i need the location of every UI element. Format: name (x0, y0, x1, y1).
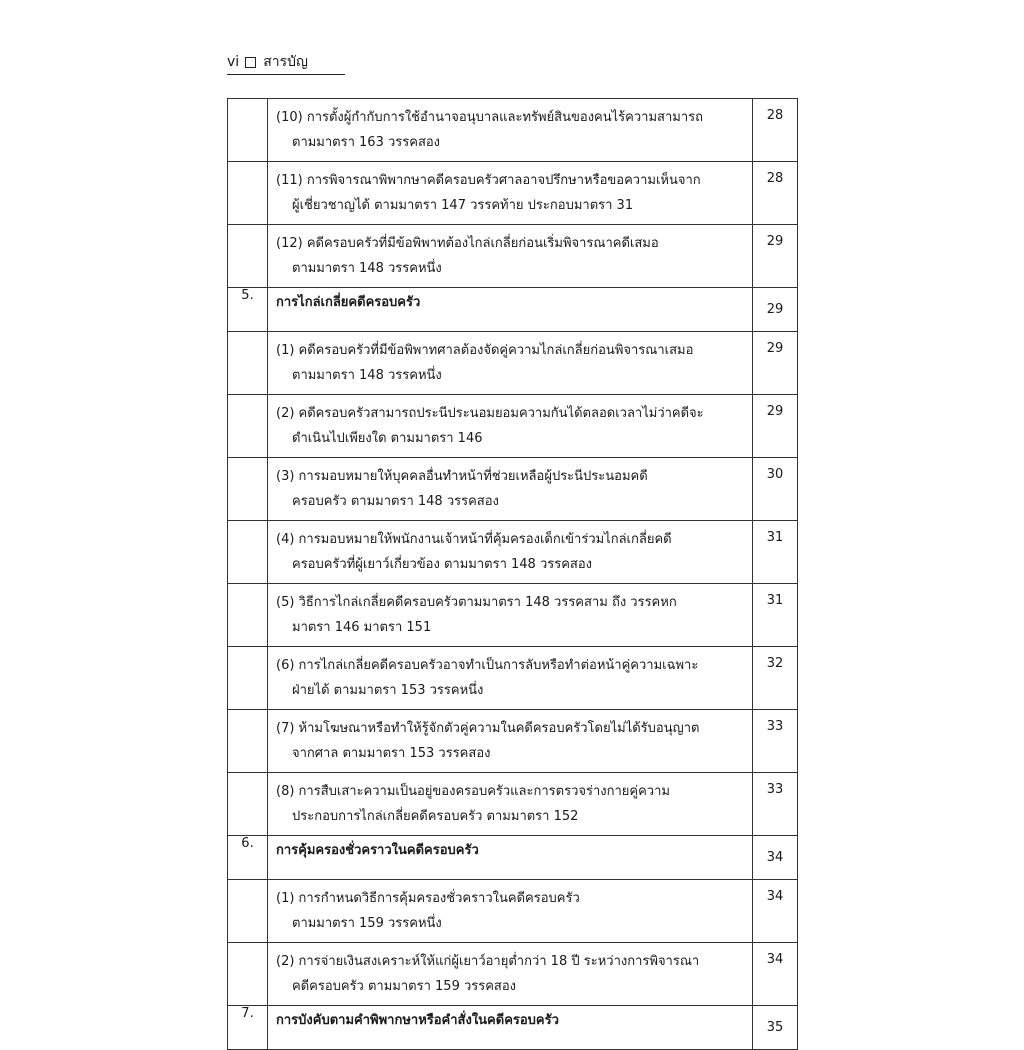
section-cell (268, 1006, 753, 1050)
entry-text-line1: (5) วิธีการไกล่เกลี่ยคดีครอบครัวตามมาตรา 148 วรรคสาม ถึง วรรคหก (276, 595, 677, 610)
entry-cell (268, 225, 753, 288)
page-number: 35 (753, 1006, 798, 1050)
toc-entry-row (228, 99, 798, 162)
entry-text-line2: ตามมาตรา 163 วรรคสอง (292, 135, 441, 150)
empty-number-cell (228, 162, 268, 225)
entry-text-line2: ตามมาตรา 148 วรรคหนึ่ง (292, 261, 442, 276)
toc-entry-row (228, 943, 798, 1006)
section-label: สารบัญ (263, 54, 308, 70)
page-number: 30 (753, 458, 798, 521)
entry-text-line1: (11) การพิจารณาพิพากษาคดีครอบครัวศาลอาจปรึกษาหรือขอความเห็นจาก (276, 173, 701, 188)
entry-text-line2: คดีครอบครัว ตามมาตรา 159 วรรคสอง (292, 979, 517, 994)
entry-text-line1: (10) การตั้งผู้กำกับการใช้อำนาจอนุบาลและทรัพย์สินของคนไร้ความสามารถ (276, 110, 703, 125)
entry-text-line2: ดำเนินไปเพียงใด ตามมาตรา 146 (292, 431, 483, 446)
page-number: 29 (753, 395, 798, 458)
page-number: 29 (753, 225, 798, 288)
entry-text-line2: ครอบครัวที่ผู้เยาว์เกี่ยวข้อง ตามมาตรา 148 วรรคสอง (292, 557, 593, 572)
entry-text-line1: (12) คดีครอบครัวที่มีข้อพิพาทต้องไกล่เกลี่ยก่อนเริ่มพิจารณาคดีเสมอ (276, 236, 659, 251)
toc-entry-row (228, 647, 798, 710)
section-number: 6. (228, 836, 268, 880)
section-number: 7. (228, 1006, 268, 1050)
empty-number-cell (228, 880, 268, 943)
toc-entry-row (228, 584, 798, 647)
page-number: 34 (753, 880, 798, 943)
entry-text-line1: (2) การจ่ายเงินสงเคราะห์ให้แก่ผู้เยาว์อายุต่ำกว่า 18 ปี ระหว่างการพิจารณา (276, 954, 700, 969)
entry-cell (268, 332, 753, 395)
empty-number-cell (228, 99, 268, 162)
page-number: 31 (753, 521, 798, 584)
empty-number-cell (228, 584, 268, 647)
section-cell (268, 288, 753, 332)
entry-cell (268, 584, 753, 647)
page-number: 28 (753, 99, 798, 162)
entry-cell (268, 647, 753, 710)
entry-cell (268, 395, 753, 458)
entry-text-line2: ประกอบการไกล่เกลี่ยคดีครอบครัว ตามมาตรา 152 (292, 809, 579, 824)
empty-number-cell (228, 943, 268, 1006)
entry-text-line2: ตามมาตรา 148 วรรคหนึ่ง (292, 368, 442, 383)
page-number: 34 (753, 943, 798, 1006)
entry-text-line1: (6) การไกล่เกลี่ยคดีครอบครัวอาจทำเป็นการลับหรือทำต่อหน้าคู่ความเฉพาะ (276, 658, 699, 673)
entry-text-line2: ผู้เชี่ยวชาญได้ ตามมาตรา 147 วรรคท้าย ประกอบมาตรา 31 (292, 198, 634, 213)
entry-text-line2: ตามมาตรา 159 วรรคหนึ่ง (292, 916, 442, 931)
page-number: 33 (753, 710, 798, 773)
toc-section-row (228, 836, 798, 880)
entry-text-line1: (2) คดีครอบครัวสามารถประนีประนอมยอมความกันได้ตลอดเวลาไม่ว่าคดีจะ (276, 406, 704, 421)
entry-cell (268, 943, 753, 1006)
empty-number-cell (228, 225, 268, 288)
page-header (227, 50, 345, 75)
empty-number-cell (228, 521, 268, 584)
section-title: การคุ้มครองชั่วคราวในคดีครอบครัว (276, 843, 479, 858)
section-cell (268, 836, 753, 880)
empty-number-cell (228, 710, 268, 773)
toc-entry-row (228, 710, 798, 773)
toc-entry-row (228, 395, 798, 458)
entry-text-line1: (1) การกำหนดวิธีการคุ้มครองชั่วคราวในคดีครอบครัว (276, 891, 580, 906)
page-number: 29 (753, 332, 798, 395)
toc-entry-row (228, 773, 798, 836)
entry-cell (268, 710, 753, 773)
page-number: 32 (753, 647, 798, 710)
entry-cell (268, 521, 753, 584)
toc-section-row (228, 1006, 798, 1050)
entry-text-line2: ครอบครัว ตามมาตรา 148 วรรคสอง (292, 494, 499, 509)
toc-entry-row (228, 521, 798, 584)
entry-text-line2: มาตรา 146 มาตรา 151 (292, 620, 432, 635)
entry-text-line1: (8) การสืบเสาะความเป็นอยู่ของครอบครัวและการตรวจร่างกายคู่ความ (276, 784, 670, 799)
entry-text-line1: (4) การมอบหมายให้พนักงานเจ้าหน้าที่คุ้มครองเด็กเข้าร่วมไกล่เกลี่ยคดี (276, 532, 672, 547)
toc-entry-row (228, 880, 798, 943)
toc-entry-row (228, 332, 798, 395)
empty-number-cell (228, 773, 268, 836)
toc-section-row (228, 288, 798, 332)
toc-entry-row (228, 162, 798, 225)
section-number: 5. (228, 288, 268, 332)
toc-entry-row (228, 225, 798, 288)
table-of-contents (227, 98, 798, 1050)
entry-cell (268, 99, 753, 162)
entry-cell (268, 162, 753, 225)
page-number: 29 (753, 288, 798, 332)
empty-number-cell (228, 458, 268, 521)
section-title: การบังคับตามคำพิพากษาหรือคำสั่งในคดีครอบครัว (276, 1013, 559, 1028)
entry-text-line1: (3) การมอบหมายให้บุคคลอื่นทำหน้าที่ช่วยเหลือผู้ประนีประนอมคดี (276, 469, 648, 484)
toc-entry-row (228, 458, 798, 521)
entry-text-line1: (1) คดีครอบครัวที่มีข้อพิพาทศาลต้องจัดคู่ความไกล่เกลี่ยก่อนพิจารณาเสมอ (276, 343, 694, 358)
page-number: 33 (753, 773, 798, 836)
page-number: 31 (753, 584, 798, 647)
page-number: 28 (753, 162, 798, 225)
empty-number-cell (228, 647, 268, 710)
entry-cell (268, 880, 753, 943)
empty-number-cell (228, 395, 268, 458)
page-number-roman: vi (227, 54, 240, 70)
entry-text-line2: จากศาล ตามมาตรา 153 วรรคสอง (292, 746, 491, 761)
entry-text-line1: (7) ห้ามโฆษณาหรือทำให้รู้จักตัวคู่ความในคดีครอบครัวโดยไม่ได้รับอนุญาต (276, 721, 700, 736)
section-title: การไกล่เกลี่ยคดีครอบครัว (276, 295, 421, 310)
entry-cell (268, 458, 753, 521)
entry-cell (268, 773, 753, 836)
square-bullet-icon (245, 57, 256, 68)
entry-text-line2: ฝ่ายได้ ตามมาตรา 153 วรรคหนึ่ง (292, 683, 484, 698)
page-number: 34 (753, 836, 798, 880)
empty-number-cell (228, 332, 268, 395)
